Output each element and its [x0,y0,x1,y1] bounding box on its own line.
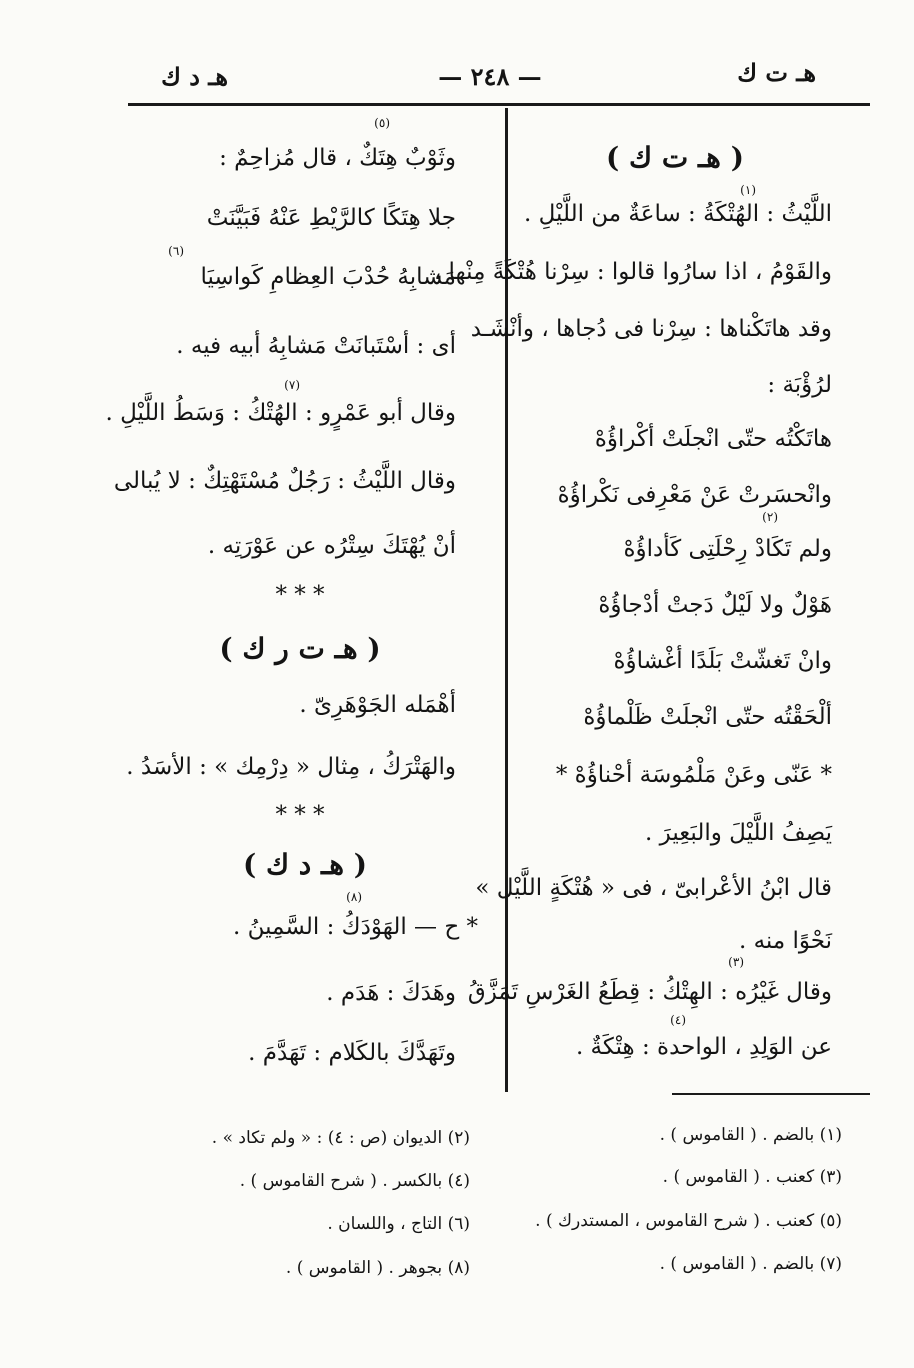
verse-line: هاتَكْتُه حتّى انْجلَتْ أكْراؤُهْ [594,426,832,452]
section-separator: * * * [275,582,325,608]
text-line: وهَدَكَ : هَدَم . [326,980,456,1006]
verse-line: وانْحسَرتْ عَنْ مَعْرِفى نَكْراؤُهْ [557,482,832,508]
verse-line: جلا هِتَكًا كالرَّيْطِ عَنْهُ فَبَيَّنَتْ [206,205,456,231]
footnote-rule [672,1093,870,1095]
text-line: قال ابْنُ الأعْرابىّ ، فى « هُتْكَةٍ اللَّيْل » [475,875,832,901]
footnote-marker: (٤) [670,1013,686,1027]
text-line: نَحْوًا منه . [738,928,832,954]
footnote-marker: (٦) [168,244,184,258]
text-line: أى : أسْتَبانَتْ مَشابِهُ أبيه فيه . [176,333,456,359]
entry-heading-hdk: ( هـ د ك ) [242,848,367,881]
verse-line: مَشابِهُ حُدْبَ العِظامِ كَواسِيَا [200,264,456,290]
footnote-marker: (٧) [284,378,300,392]
footnote-marker: (٣) [728,955,744,969]
text-line: وتَهَدَّكَ بالكَلام : تَهَدَّمَ . [248,1040,456,1066]
footnote: (٦) التاج ، واللسان . [327,1214,470,1234]
footnote-marker: (٥) [374,116,390,130]
footnote: (٢) الديوان (ص : ٤) : « ولم تكاد » . [211,1128,470,1148]
footnote-marker: (٨) [346,890,362,904]
column-divider [505,108,508,1092]
verse-line: هَوْلٌ ولا لَيْلٌ دَجتْ أدْجاؤُهْ [598,592,832,618]
footnote-marker: (١) [740,183,756,197]
text-line: يَصِفُ اللَّيْلَ والبَعِيرَ . [645,820,832,846]
footnote: (٧) بالضم . ( القاموس ) . [659,1254,842,1274]
text-line: اللَّيْثُ : الهُتْكَةُ : ساعَةٌ من اللَّيْلِ . [523,201,832,227]
running-header-right: هـ ت ك [737,58,816,87]
footnote: (٣) كعنب . ( القاموس ) . [662,1167,842,1187]
running-header-left: هـ د ك [161,62,228,91]
text-line: وقال اللَّيْثُ : رَجُلٌ مُسْتَهْتِكٌ : لا يُبالى [113,468,456,494]
verse-line: * عَنّى وعَنْ مَلْمُوسَة أحْناؤُهْ * [555,762,832,788]
entry-heading-htk: ( هـ ت ك ) [606,141,744,174]
entry-heading-htrk: ( هـ ت ر ك ) [219,632,381,665]
footnote: (٥) كعنب . ( شرح القاموس ، المستدرك ) . [535,1211,842,1231]
text-line: والقَوْمُ ، اذا سارُوا قالوا : سِرْنا هُتْكَةً مِنْها ، [433,259,832,285]
text-line: وقال أبو عَمْرٍو : الهُتْكُ : وَسَطُ اللَّيْلِ . [105,400,456,426]
verse-line: وانْ تَغشّتْ بَلَدًا أغْشاؤُهْ [613,648,832,674]
footnote-marker: (٢) [762,510,778,524]
verse-line: ولم تَكَادْ رِحْلَتِى كَأداؤُهْ [623,536,832,562]
text-line: * ح — الهَوْدَكُ : السَّمِينُ . [232,914,478,940]
text-line: عن الوَلِدِ ، الواحدة : هِتْكَةٌ . [575,1034,832,1060]
verse-line: ألْحَقْتُه حتّى انْجلَتْ ظَلْماؤُهْ [583,704,832,730]
footnote: (٨) بجوهر . ( القاموس ) . [285,1258,470,1278]
section-separator: * * * [275,802,325,828]
text-line: أنْ يُهْتَكَ سِتْرُه عن عَوْرَتِه . [207,533,456,559]
text-line: وقال غَيْرُه : الهِتْكُ : قِطَعُ الغَرْسِ تَمَزَّقُ [467,979,832,1005]
page-number: — ٢٤٨ — [438,62,542,91]
text-line: وثَوْبٌ هِتَكٌ ، قال مُزاحِمٌ : [219,145,456,171]
footnote: (٤) بالكسر . ( شرح القاموس ) . [239,1171,470,1191]
text-line: والهَتْرَكُ ، مِثال « دِرْمِك » : الأسَدُ . [126,754,456,780]
text-line: أهْمَله الجَوْهَرِىّ . [299,692,456,718]
header-rule [128,103,870,106]
text-line: وقد هاتَكْناها : سِرْنا فى دُجاها ، وأنْشَـد [470,316,832,342]
text-line: لرُؤْبَة : [767,372,832,398]
footnote: (١) بالضم . ( القاموس ) . [659,1125,842,1145]
